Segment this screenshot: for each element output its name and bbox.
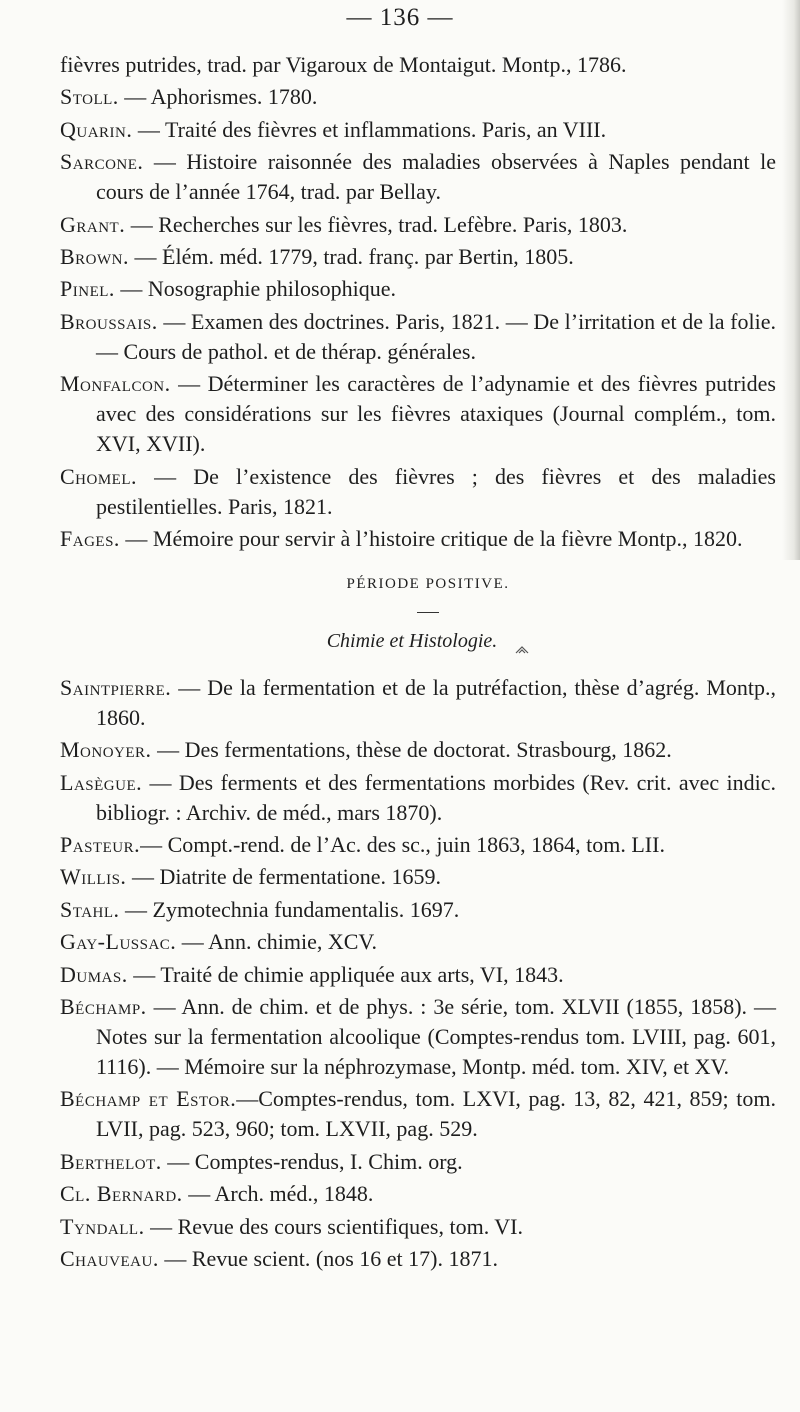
bibliography-entry bbox=[60, 82, 776, 112]
entry-text: — Arch. méd., 1848. bbox=[182, 1181, 374, 1207]
bibliography-entry bbox=[60, 1212, 776, 1242]
entry-author: Tyndall. bbox=[60, 1213, 145, 1239]
page-edge-shadow bbox=[782, 0, 800, 560]
entry-text: — Zymotechnia fundamentalis. 1697. bbox=[119, 896, 460, 922]
section-heading: PÉRIODE POSITIVE. bbox=[346, 575, 510, 592]
subsection-heading: Chimie et Histologie. bbox=[326, 629, 498, 652]
bibliography-entry bbox=[60, 735, 776, 765]
entry-author: Saintpierre. bbox=[60, 674, 172, 700]
entry-text: —Comptes-rendus, tom. LXVI, pag. 13, 82, 421, 859; tom. LVII, pag. 523, 960; tom. LXVII, pag. 529. bbox=[96, 1086, 776, 1142]
section-divider bbox=[417, 612, 439, 613]
bibliography-entry bbox=[60, 1244, 776, 1274]
entry-author: Chauveau. bbox=[60, 1245, 159, 1271]
entry-text: — Compt.-rend. de l’Ac. des sc., juin 1863, 1864, tom. LII. bbox=[140, 832, 665, 858]
bibliography-entry bbox=[60, 927, 776, 957]
entry-text: — Nosographie philosophique. bbox=[114, 276, 396, 302]
bibliography-entry bbox=[60, 960, 776, 990]
entry-author: Berthelot. bbox=[60, 1148, 162, 1174]
entry-author: Willis. bbox=[60, 864, 127, 890]
bibliography-entry bbox=[60, 862, 776, 892]
entry-author: Brown. bbox=[60, 243, 130, 269]
entry-text: — De l’existence des fièvres ; des fièvres et des maladies pestilentielles. Paris, 1821. bbox=[96, 463, 776, 519]
entry-author: Sarcone. bbox=[60, 149, 144, 175]
bibliography-entry bbox=[60, 830, 776, 860]
subsection-heading-wrap bbox=[60, 627, 776, 655]
bibliography-entry bbox=[60, 992, 776, 1082]
entry-text: — Traité des fièvres et inflammations. Paris, an VIII. bbox=[132, 116, 607, 142]
bibliography-entry bbox=[60, 462, 776, 522]
bibliography-entry bbox=[60, 147, 776, 207]
entry-text: — Revue des cours scientifiques, tom. VI. bbox=[144, 1213, 524, 1239]
entry-author: Gay-Lussac. bbox=[60, 929, 177, 955]
entry-text: — Examen des doctrines. Paris, 1821. — De l’irritation et de la folie. — Cours de pathol. et de thérap. générales. bbox=[96, 308, 776, 364]
bibliography bbox=[60, 50, 776, 1276]
entry-author: Pinel. bbox=[60, 276, 115, 302]
entry-author: Lasègue. bbox=[60, 769, 143, 795]
entry-author: Grant. bbox=[60, 211, 126, 237]
entry-text: — Diatrite de fermentatione. 1659. bbox=[126, 864, 442, 890]
entry-text: — Ann. de chim. et de phys. : 3e série, tom. XLVII (1855, 1858). — Notes sur la fermentation alcoolique (Comptes-rendus tom. LVIII, pag. 601, 1116). — Mémoire sur la néphrozymase, Montp. méd. tom. XIV, et XV. bbox=[96, 994, 776, 1080]
entry-author: Cl. Bernard. bbox=[60, 1181, 183, 1207]
bibliography-entry bbox=[60, 115, 776, 145]
bibliography-entry bbox=[60, 274, 776, 304]
bibliography-entry bbox=[60, 307, 776, 367]
bibliography-entry bbox=[60, 369, 776, 459]
bibliography-entry bbox=[60, 1147, 776, 1177]
bibliography-entry bbox=[60, 1084, 776, 1144]
printer-ornament-icon bbox=[515, 645, 529, 655]
entry-text: — Ann. chimie, XCV. bbox=[176, 929, 377, 955]
bibliography-entry bbox=[60, 524, 776, 554]
entry-author: Stoll. bbox=[60, 84, 119, 110]
bibliography-entry bbox=[60, 895, 776, 925]
entry-text: — Des ferments et des fermentations morbides (Rev. crit. avec indic. bibliogr. : Archiv. de méd., mars 1870). bbox=[96, 769, 776, 825]
entry-text: — Élém. méd. 1779, trad. franç. par Bertin, 1805. bbox=[129, 243, 574, 269]
bibliography-entry bbox=[60, 1179, 776, 1209]
bibliography-entry bbox=[60, 673, 776, 733]
entry-text: — De la fermentation et de la putréfaction, thèse d’agrég. Montp., 1860. bbox=[96, 674, 776, 730]
bibliography-entry bbox=[60, 50, 776, 80]
entry-text: — Histoire raisonnée des maladies observées à Naples pendant le cours de l’année 1764, trad. par Bellay. bbox=[96, 149, 776, 205]
entry-author: Pasteur. bbox=[60, 832, 141, 858]
entry-author: Chomel. bbox=[60, 463, 138, 489]
bibliography-entry bbox=[60, 242, 776, 272]
entry-text: — Comptes-rendus, I. Chim. org. bbox=[161, 1148, 463, 1174]
entry-text: — Aphorismes. 1780. bbox=[118, 84, 318, 110]
entries-before bbox=[60, 50, 776, 554]
entry-author: Stahl. bbox=[60, 896, 120, 922]
entry-text: — Des fermentations, thèse de doctorat. Strasbourg, 1862. bbox=[151, 737, 672, 763]
entry-text: — Revue scient. (nos 16 et 17). 1871. bbox=[158, 1245, 498, 1271]
bibliography-entry bbox=[60, 768, 776, 828]
entry-author: Monfalcon. bbox=[60, 371, 171, 397]
entry-author: Béchamp et Estor. bbox=[60, 1086, 237, 1112]
page-number: — 136 — bbox=[346, 4, 454, 31]
entry-text: — Traité de chimie appliquée aux arts, VI, 1843. bbox=[127, 961, 564, 987]
entry-author: Dumas. bbox=[60, 961, 128, 987]
entry-text: — Mémoire pour servir à l’histoire critique de la fièvre Montp., 1820. bbox=[119, 525, 743, 551]
entry-text: — Recherches sur les fièvres, trad. Lefèbre. Paris, 1803. bbox=[125, 211, 628, 237]
entry-author: Béchamp. bbox=[60, 994, 147, 1020]
bibliography-entry bbox=[60, 210, 776, 240]
entries-after bbox=[60, 673, 776, 1274]
entry-author: Broussais. bbox=[60, 308, 158, 334]
entry-text: — Déterminer les caractères de l’adynamie et des fièvres putrides avec des considérations sur les fièvres ataxiques (Journal complém., tom. XVI, XVII). bbox=[96, 371, 776, 457]
entry-author: Monoyer. bbox=[60, 737, 152, 763]
entry-text: fièvres putrides, trad. par Vigaroux de Montaigut. Montp., 1786. bbox=[60, 52, 627, 77]
entry-author: Fages. bbox=[60, 525, 120, 551]
entry-author: Quarin. bbox=[60, 116, 133, 142]
